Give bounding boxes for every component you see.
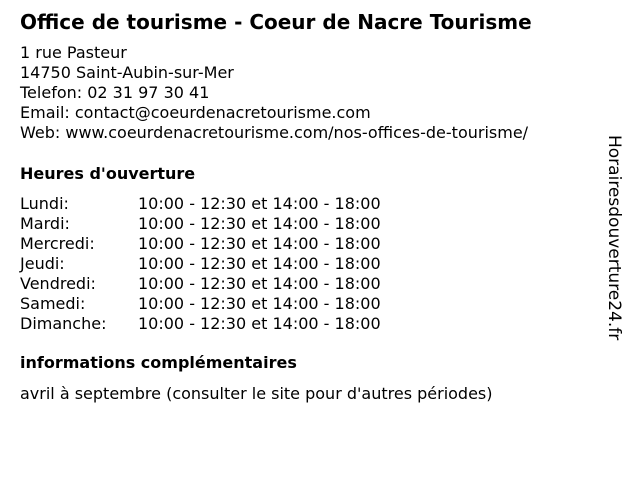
hours-row-friday bbox=[20, 274, 381, 294]
opening-hours-table bbox=[20, 194, 381, 334]
day-label: Samedi: bbox=[20, 294, 86, 313]
street-address: 1 rue Pasteur bbox=[20, 43, 127, 62]
hours-row-monday bbox=[20, 194, 381, 214]
city-postal: 14750 Saint-Aubin-sur-Mer bbox=[20, 63, 234, 82]
address-block bbox=[20, 43, 528, 143]
hours-row-tuesday bbox=[20, 214, 381, 234]
day-label: Mercredi: bbox=[20, 234, 95, 253]
hours-row-sunday bbox=[20, 314, 381, 334]
website-url: Web: www.coeurdenacretourisme.com/nos-offices-de-tourisme/ bbox=[20, 123, 529, 142]
day-label: Dimanche: bbox=[20, 314, 107, 333]
hours-row-wednesday bbox=[20, 234, 381, 254]
site-watermark: Horairesdouverture24.fr bbox=[604, 135, 624, 341]
phone-number: Telefon: 02 31 97 30 41 bbox=[20, 83, 210, 102]
additional-info-text: avril à septembre (consulter le site pour d'autres périodes) bbox=[20, 384, 493, 403]
additional-info-heading: informations complémentaires bbox=[20, 353, 297, 372]
email-address: Email: contact@coeurdenacretourisme.com bbox=[20, 103, 371, 122]
time-range: 10:00 - 12:30 et 14:00 - 18:00 bbox=[138, 234, 381, 253]
time-range: 10:00 - 12:30 et 14:00 - 18:00 bbox=[138, 254, 381, 273]
day-label: Mardi: bbox=[20, 214, 70, 233]
hours-row-thursday bbox=[20, 254, 381, 274]
day-label: Jeudi: bbox=[20, 254, 65, 273]
opening-hours-heading: Heures d'ouverture bbox=[20, 164, 196, 183]
time-range: 10:00 - 12:30 et 14:00 - 18:00 bbox=[138, 314, 381, 333]
day-label: Lundi: bbox=[20, 194, 69, 213]
time-range: 10:00 - 12:30 et 14:00 - 18:00 bbox=[138, 274, 381, 293]
hours-row-saturday bbox=[20, 294, 381, 314]
time-range: 10:00 - 12:30 et 14:00 - 18:00 bbox=[138, 294, 381, 313]
day-label: Vendredi: bbox=[20, 274, 96, 293]
page-title: Office de tourisme - Coeur de Nacre Tourisme bbox=[20, 10, 532, 34]
time-range: 10:00 - 12:30 et 14:00 - 18:00 bbox=[138, 214, 381, 233]
time-range: 10:00 - 12:30 et 14:00 - 18:00 bbox=[138, 194, 381, 213]
